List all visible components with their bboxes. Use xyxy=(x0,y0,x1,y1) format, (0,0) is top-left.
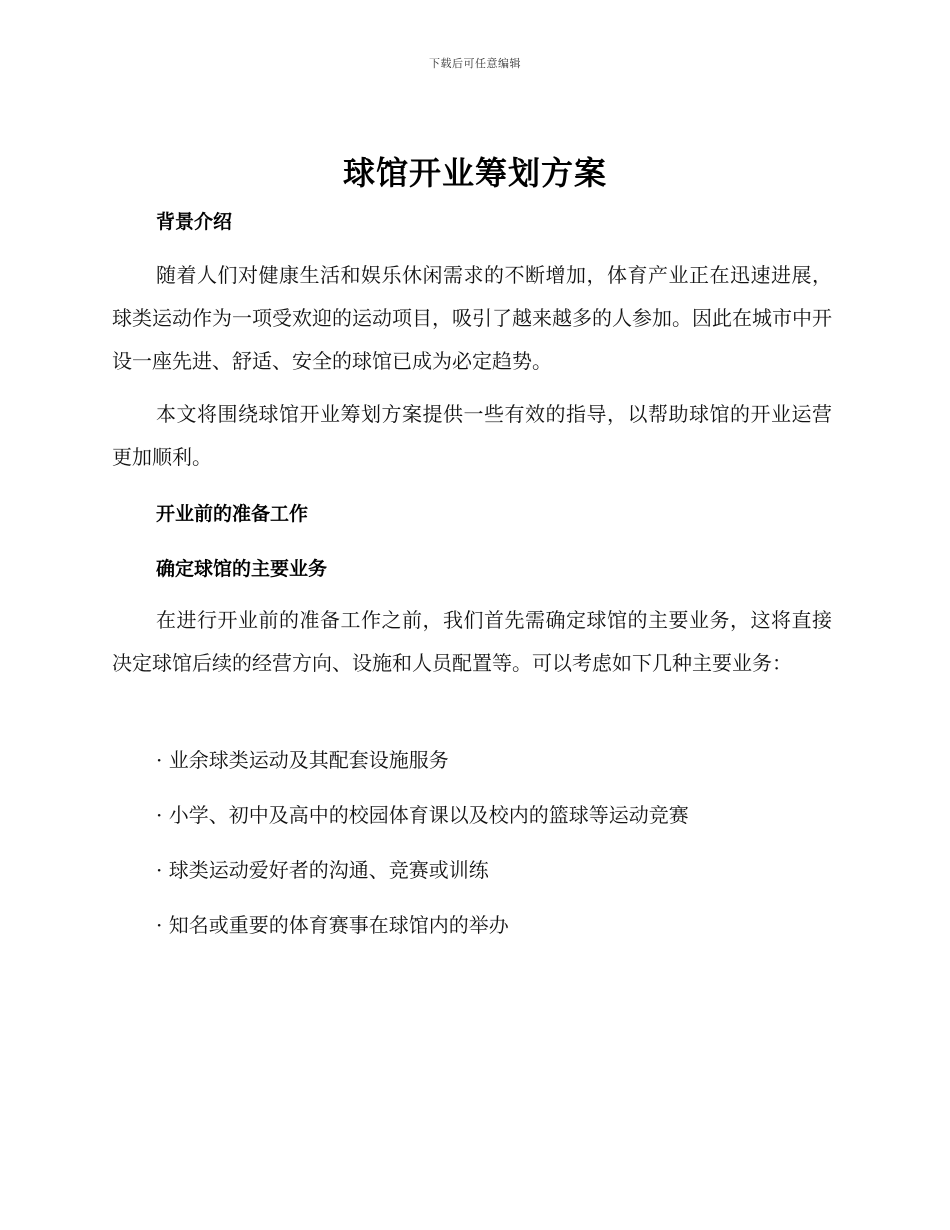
page-header: 下载后可任意编辑 xyxy=(429,57,521,70)
section-heading-background: 背景介绍 xyxy=(156,211,233,233)
bullet-item: · 球类运动爱好者的沟通、竞赛或训练 xyxy=(156,858,489,882)
section-heading-preparation: 开业前的准备工作 xyxy=(156,503,309,525)
subsection-heading-main-business: 确定球馆的主要业务 xyxy=(156,558,328,580)
bullet-item: · 业余球类运动及其配套设施服务 xyxy=(156,748,449,772)
paragraph-background-2: 本文将围绕球馆开业筹划方案提供一些有效的指导，以帮助球馆的开业运营更加顺利。 xyxy=(112,402,832,469)
paragraph-background-1: 随着人们对健康生活和娱乐休闲需求的不断增加，体育产业正在迅速进展，球类运动作为一项受欢迎的运动项目，吸引了越来越多的人参加。因此在城市中开设一座先进、舒适、安全的球馆已成为必定趋势。 xyxy=(112,263,832,373)
bullet-item: · 小学、初中及高中的校园体育课以及校内的篮球等运动竞赛 xyxy=(156,803,689,827)
bullet-item: · 知名或重要的体育赛事在球馆内的举办 xyxy=(156,913,509,937)
document-title: 球馆开业筹划方案 xyxy=(342,154,607,192)
paragraph-main-business: 在进行开业前的准备工作之前，我们首先需确定球馆的主要业务，这将直接决定球馆后续的经营方向、设施和人员配置等。可以考虑如下几种主要业务： xyxy=(112,608,832,675)
